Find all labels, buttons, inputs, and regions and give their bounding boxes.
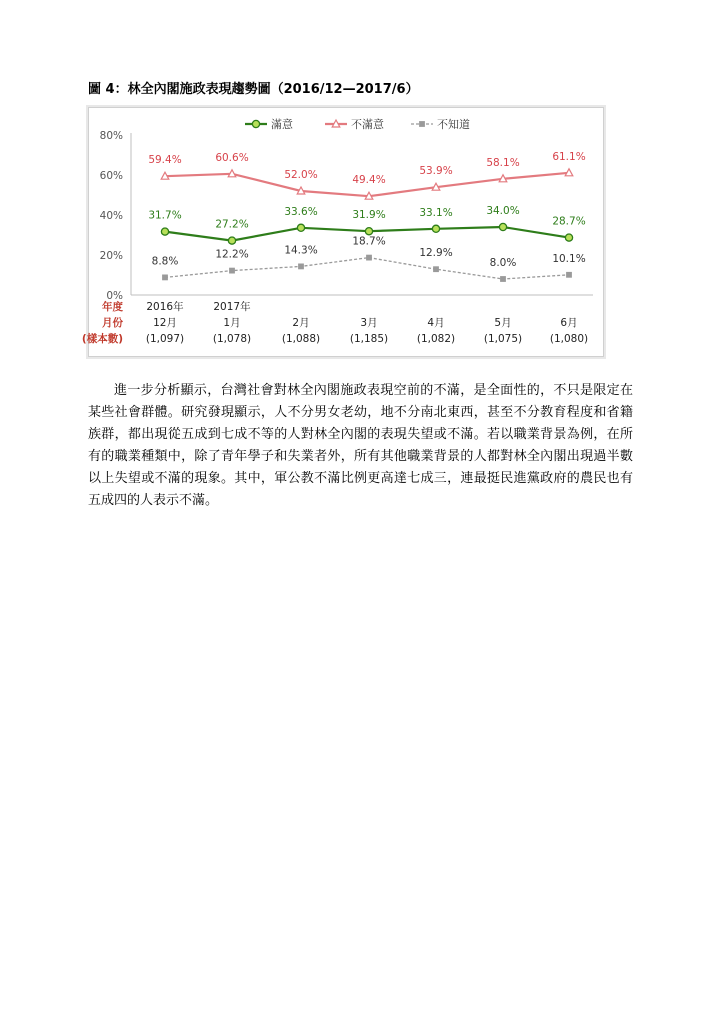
- data-label-2-2: 14.3%: [284, 244, 318, 257]
- row-label-1: 月份: [102, 317, 123, 329]
- x-tick-label: (1,075): [483, 333, 523, 345]
- x-tick-label: (1,185): [349, 333, 389, 345]
- data-point-0-5: [499, 223, 506, 230]
- data-point-0-6: [565, 234, 572, 241]
- data-point-2-2: [299, 264, 304, 269]
- legend-label-1: 不滿意: [351, 118, 384, 131]
- legend-label-2: 不知道: [437, 118, 470, 131]
- x-tick-label: (1,097): [145, 333, 185, 345]
- legend-marker-2: [420, 122, 425, 127]
- data-point-2-4: [434, 267, 439, 272]
- data-label-2-6: 10.1%: [552, 252, 586, 265]
- data-point-2-5: [501, 277, 506, 282]
- data-point-2-6: [567, 272, 572, 277]
- data-label-0-1: 27.2%: [215, 218, 249, 231]
- data-point-0-0: [161, 228, 168, 235]
- data-label-2-0: 8.8%: [151, 255, 179, 268]
- data-point-2-0: [163, 275, 168, 280]
- legend-label-0: 滿意: [271, 118, 293, 131]
- x-tick-label: 6月: [560, 317, 578, 329]
- data-point-0-1: [228, 237, 235, 244]
- x-tick-label: 5月: [494, 317, 512, 329]
- data-label-1-5: 58.1%: [486, 156, 520, 169]
- y-tick-label: 20%: [99, 250, 123, 262]
- data-label-0-4: 33.1%: [419, 206, 453, 219]
- row-label-2: (樣本數): [81, 333, 123, 345]
- x-tick-label: 3月: [360, 317, 378, 329]
- x-tick-label: 12月: [153, 317, 177, 329]
- x-tick-label: (1,078): [212, 333, 252, 345]
- data-label-2-3: 18.7%: [352, 235, 386, 248]
- y-tick-label: 40%: [99, 210, 123, 222]
- y-tick-label: 0%: [106, 290, 123, 302]
- data-label-0-2: 33.6%: [284, 205, 318, 218]
- line-chart: [81, 107, 604, 357]
- x-tick-label: (1,082): [416, 333, 456, 345]
- data-label-1-6: 61.1%: [552, 150, 586, 163]
- data-point-0-3: [365, 228, 372, 235]
- data-point-0-4: [432, 225, 439, 232]
- data-label-0-0: 31.7%: [148, 209, 182, 222]
- data-label-0-6: 28.7%: [552, 215, 586, 228]
- x-tick-label: (1,080): [549, 333, 589, 345]
- figure-title: 圖 4：林全內閣施政表現趨勢圖（2016/12—2017/6）: [88, 82, 419, 97]
- x-tick-label: 2月: [292, 317, 310, 329]
- body-paragraph: 進一步分析顯示，台灣社會對林全內閣施政表現空前的不滿，是全面性的，不只是限定在某些社會群體。研究發現顯示，人不分男女老幼，地不分南北東西，甚至不分教育程度和省籍族群，都出現從五成到七成不等的人對林全內閣的表現失望或不滿。若以職業背景為例，在所有的職業種類中，除了青年學子和失業者外，所有其他職業背景的人都對林全內閣出現過半數以上失望或不滿的現象。其中，軍公教不滿比例更高達七成三，連最挺民進黨政府的農民也有五成四的人表示不滿。: [88, 383, 633, 508]
- data-label-1-3: 49.4%: [352, 174, 386, 187]
- data-label-1-1: 60.6%: [215, 151, 249, 164]
- data-label-1-2: 52.0%: [284, 169, 318, 181]
- data-label-1-0: 59.4%: [148, 154, 182, 167]
- data-label-0-3: 31.9%: [352, 209, 386, 222]
- row-label-0: 年度: [102, 301, 123, 313]
- data-label-1-4: 53.9%: [419, 165, 453, 178]
- data-point-2-3: [367, 255, 372, 260]
- data-label-2-1: 12.2%: [215, 248, 249, 261]
- data-label-2-5: 8.0%: [489, 257, 517, 269]
- data-label-2-4: 12.9%: [419, 247, 453, 260]
- data-label-0-5: 34.0%: [486, 205, 520, 217]
- x-tick-label: (1,088): [281, 333, 321, 345]
- x-tick-label: 1月: [223, 317, 241, 329]
- y-tick-label: 80%: [99, 130, 123, 142]
- x-tick-label: 4月: [427, 317, 445, 329]
- x-tick-label: 2016年: [146, 301, 184, 313]
- y-tick-label: 60%: [99, 170, 123, 182]
- chart-svg: [81, 108, 603, 356]
- legend-marker-0: [252, 120, 259, 127]
- data-point-0-2: [297, 224, 304, 231]
- data-point-2-1: [230, 268, 235, 273]
- x-tick-label: 2017年: [213, 301, 251, 313]
